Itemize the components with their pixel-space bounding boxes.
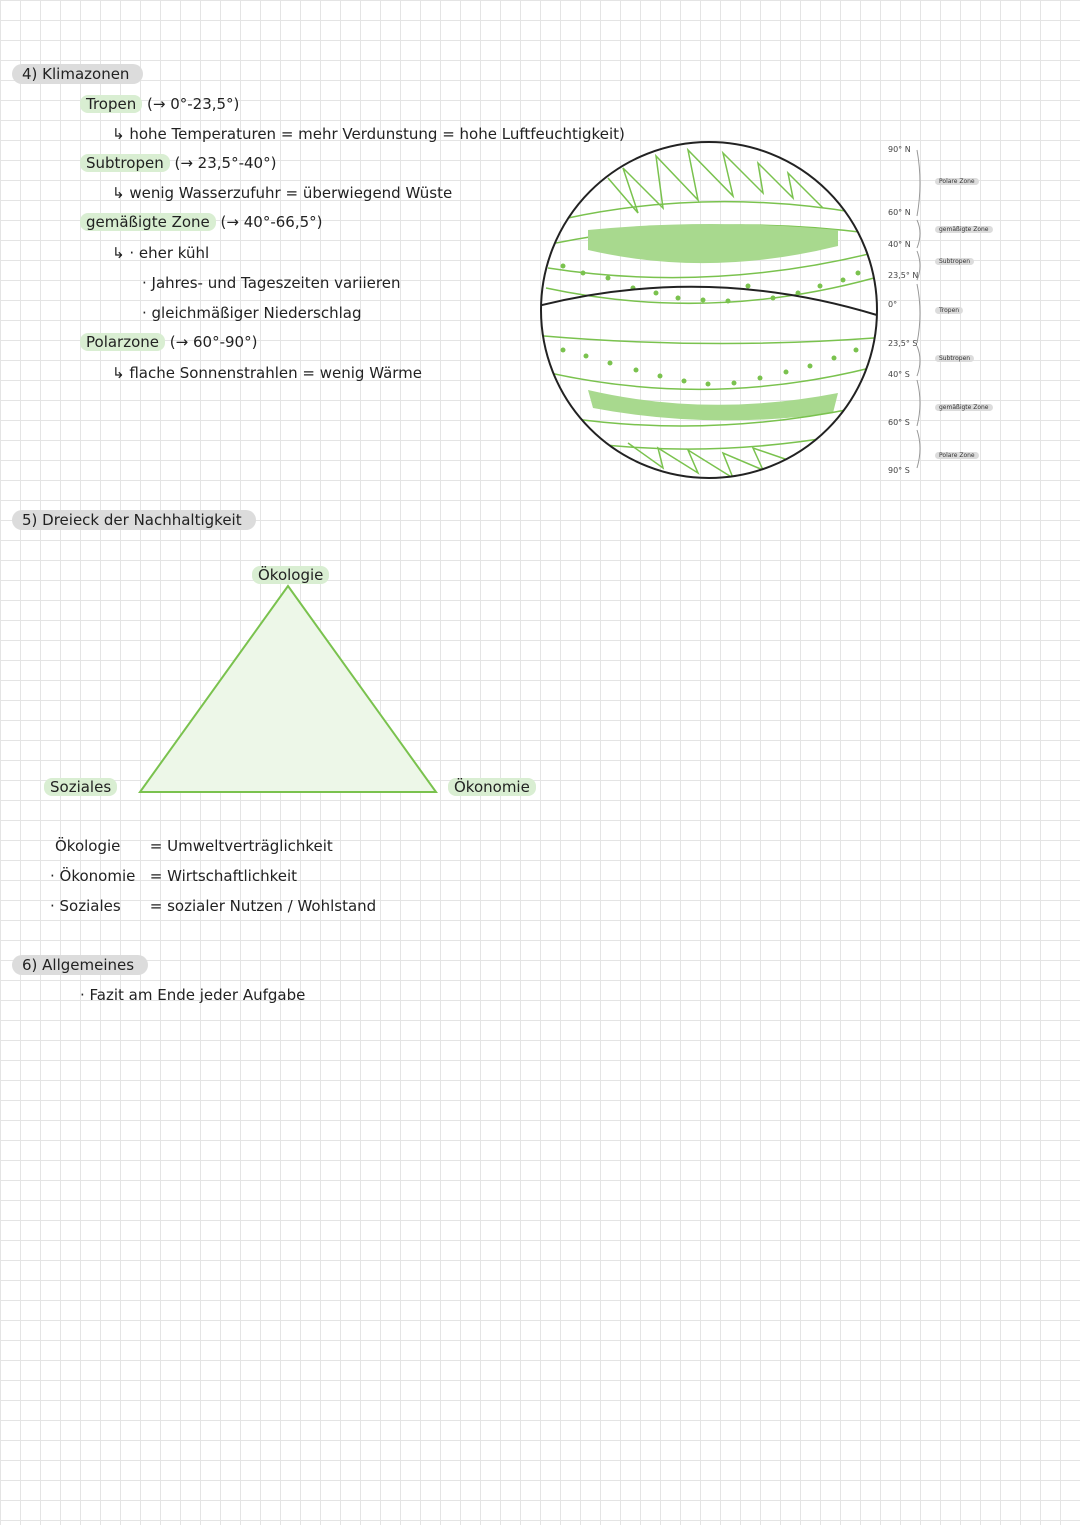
north-band-line-4 [546, 278, 874, 303]
equator-line [538, 287, 880, 316]
def-soziales [50, 897, 376, 915]
allgemeines-item: · Fazit am Ende jeder Aufgabe [80, 986, 306, 1004]
subtropen-line [80, 154, 276, 172]
triangle-label-soziales: Soziales [44, 778, 117, 796]
section-heading-nachhaltigkeit: 5) Dreieck der Nachhaltigkeit [12, 510, 256, 530]
polar-range: (→ 60°-90°) [169, 333, 258, 351]
subtropen-label: Subtropen [80, 154, 170, 172]
zone-label-subtropics-s: Subtropen [935, 355, 974, 362]
zone-brackets [915, 148, 929, 473]
zone-label-polar-n: Polare Zone [935, 178, 979, 185]
section-heading-allgemeines: 6) Allgemeines [12, 955, 148, 975]
subtropen-range: (→ 23,5°-40°) [174, 154, 277, 172]
tropen-note: ↳ hohe Temperaturen = mehr Verdunstung = hohe Luftfeuchtigkeit) [112, 125, 625, 143]
south-subtropic-dots [561, 348, 859, 387]
lat-60n: 60° N [888, 208, 911, 217]
north-band-line-1 [568, 202, 858, 218]
polar-note: ↳ flache Sonnenstrahlen = wenig Wärme [112, 364, 423, 382]
lat-23s: 23,5° S [888, 339, 918, 348]
def-oekologie-value: = Umweltverträglichkeit [149, 837, 333, 855]
south-band-line-2 [550, 368, 870, 389]
lat-23n: 23,5° N [888, 271, 919, 280]
polar-line [80, 333, 257, 351]
tropen-range: (→ 0°-23,5°) [147, 95, 240, 113]
zone-label-temperate-n: gemäßigte Zone [935, 226, 993, 233]
south-temperate-band [588, 390, 838, 420]
lat-40n: 40° N [888, 240, 911, 249]
zone-label-subtropics-n: Subtropen [935, 258, 974, 265]
def-soziales-term: · Soziales [50, 897, 121, 915]
section-heading-klimazonen: 4) Klimazonen [12, 64, 143, 84]
lat-40s: 40° S [888, 370, 910, 379]
triangle-label-oekonomie: Ökonomie [448, 778, 536, 796]
sustainability-triangle [130, 580, 450, 800]
tropen-line [80, 95, 239, 113]
zone-label-tropics: Tropen [935, 307, 963, 314]
north-polar-zigzag [608, 150, 823, 213]
subtropen-note: ↳ wenig Wasserzufuhr = überwiegend Wüste [112, 184, 453, 202]
south-band-line-1 [544, 336, 874, 344]
gemaessigt-note-3: · gleichmäßiger Niederschlag [142, 304, 362, 322]
gemaessigt-label: gemäßigte Zone [80, 213, 216, 231]
south-band-line-4 [588, 436, 838, 449]
gemaessigt-range: (→ 40°-66,5°) [220, 213, 323, 231]
gemaessigt-note-1: ↳ · eher kühl [112, 244, 210, 262]
lat-0: 0° [888, 300, 898, 309]
def-oekonomie-value: = Wirtschaftlichkeit [149, 867, 298, 885]
def-oekonomie-term: · Ökonomie [50, 867, 136, 885]
gemaessigt-line [80, 213, 323, 231]
lat-90s: 90° S [888, 466, 910, 475]
north-temperate-band [588, 224, 838, 263]
def-oekologie [55, 837, 333, 855]
gemaessigt-note-2: · Jahres- und Tageszeiten variieren [142, 274, 401, 292]
lat-60s: 60° S [888, 418, 910, 427]
polar-label: Polarzone [80, 333, 165, 351]
lat-90n: 90° N [888, 145, 911, 154]
tropen-label: Tropen [80, 95, 142, 113]
zone-label-temperate-s: gemäßigte Zone [935, 404, 993, 411]
zone-label-polar-s: Polare Zone [935, 452, 979, 459]
triangle-label-oekologie: Ökologie [252, 566, 329, 584]
def-soziales-value: = sozialer Nutzen / Wohlstand [149, 897, 377, 915]
def-oekologie-term: Ökologie [55, 837, 121, 855]
globe-outline [541, 142, 877, 478]
def-oekonomie [50, 867, 297, 885]
globe-diagram [538, 138, 880, 483]
